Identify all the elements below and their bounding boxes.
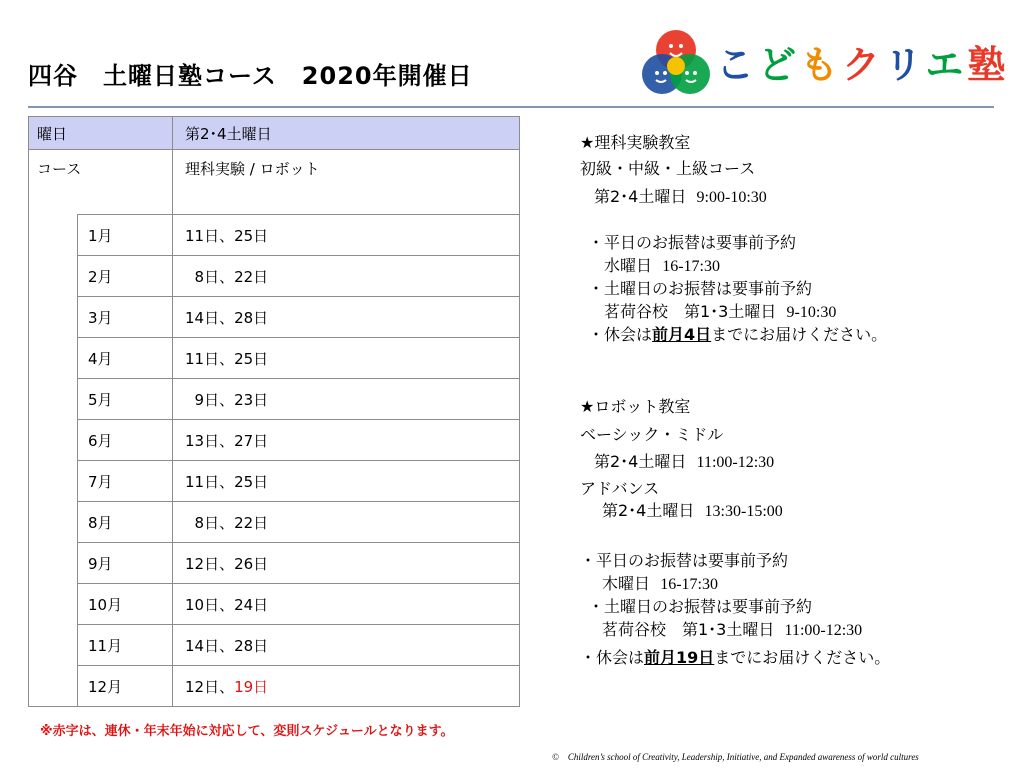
course-value: 理科実験 / ロボット bbox=[173, 150, 520, 215]
month-cell: 10月 bbox=[78, 584, 173, 625]
table-row bbox=[29, 502, 520, 543]
table-row bbox=[29, 297, 520, 338]
month-cell: 9月 bbox=[78, 543, 173, 584]
robot-adv-label: アドバンス bbox=[580, 479, 660, 498]
table-row bbox=[29, 625, 520, 666]
science-schedule bbox=[594, 184, 767, 207]
science-sat-time: 9-10:30 bbox=[786, 304, 837, 321]
science-weekday-day: 水曜日 bbox=[604, 256, 653, 275]
robot-absence-pre: ・休会は bbox=[580, 648, 645, 667]
copyright: © Children’s school of Creativity, Leadership, Initiative, and Expanded awareness of world cultures bbox=[552, 752, 919, 762]
table-header-row bbox=[29, 117, 520, 150]
robot-weekday bbox=[602, 571, 718, 594]
days-cell: 12日、26日 bbox=[173, 543, 520, 584]
days-cell: 11日、25日 bbox=[173, 215, 520, 256]
days-cell: 8日、22日 bbox=[173, 256, 520, 297]
robot-sat-time: 11:00-12:30 bbox=[784, 622, 863, 639]
robot-absence-post: までにお届けください。 bbox=[714, 648, 891, 667]
month-cell: 11月 bbox=[78, 625, 173, 666]
science-schedule-day: 第2･4土曜日 bbox=[594, 187, 687, 206]
header-value: 第2･4土曜日 bbox=[173, 117, 520, 150]
science-weekday-time: 16-17:30 bbox=[662, 258, 720, 275]
month-cell: 2月 bbox=[78, 256, 173, 297]
days-normal: 12日、 bbox=[185, 677, 235, 696]
header-label: 曜日 bbox=[29, 117, 173, 150]
robot-basic-time: 11:00-12:30 bbox=[696, 454, 775, 471]
science-absence bbox=[588, 322, 887, 345]
month-cell: 12月 bbox=[78, 666, 173, 707]
days-cell: 14日、28日 bbox=[173, 625, 520, 666]
days-cell: 8日、22日 bbox=[173, 502, 520, 543]
footnote: ※赤字は、連休・年末年始に対応して、変則スケジュールとなります。 bbox=[40, 724, 454, 739]
page-title: 四谷 土曜日塾コース 2020年開催日 bbox=[28, 62, 473, 90]
logo-circles-icon bbox=[636, 26, 716, 102]
robot-basic-day: 第2･4土曜日 bbox=[594, 452, 687, 471]
course-label: コース bbox=[29, 150, 173, 215]
table-row bbox=[29, 379, 520, 420]
table-row bbox=[29, 420, 520, 461]
table-row bbox=[29, 461, 520, 502]
days-cell: 10日、24日 bbox=[173, 584, 520, 625]
robot-adv bbox=[602, 498, 783, 521]
month-cell: 1月 bbox=[78, 215, 173, 256]
robot-adv-day: 第2･4土曜日 bbox=[602, 501, 695, 520]
month-cell: 5月 bbox=[78, 379, 173, 420]
table-row bbox=[29, 215, 520, 256]
days-cell: 14日、28日 bbox=[173, 297, 520, 338]
science-heading: ★理科実験教室 bbox=[580, 133, 691, 152]
days-cell: 11日、25日 bbox=[173, 338, 520, 379]
science-weekday bbox=[604, 253, 720, 276]
days-cell: 9日、23日 bbox=[173, 379, 520, 420]
logo-text: こどもクリエ塾 bbox=[716, 43, 1010, 87]
schedule-table bbox=[28, 116, 520, 707]
robot-basic bbox=[594, 449, 774, 472]
month-cell: 3月 bbox=[78, 297, 173, 338]
month-cell: 6月 bbox=[78, 420, 173, 461]
table-row bbox=[29, 666, 520, 707]
table-row bbox=[29, 543, 520, 584]
month-cell: 4月 bbox=[78, 338, 173, 379]
robot-sat-makeup: ・土曜日のお振替は要事前予約 bbox=[588, 597, 813, 616]
science-absence-deadline: 前月4日 bbox=[652, 325, 712, 344]
robot-sat bbox=[602, 617, 862, 640]
robot-weekday-makeup: ・平日のお振替は要事前予約 bbox=[580, 551, 789, 570]
days-cell: 13日、27日 bbox=[173, 420, 520, 461]
course-row bbox=[29, 150, 520, 215]
science-absence-post: までにお届けください。 bbox=[711, 325, 888, 344]
science-weekday-makeup: ・平日のお振替は要事前予約 bbox=[588, 233, 797, 252]
robot-weekday-day: 木曜日 bbox=[602, 574, 651, 593]
days-irregular: 19日 bbox=[234, 677, 269, 696]
robot-weekday-time: 16-17:30 bbox=[660, 576, 718, 593]
month-cell: 8月 bbox=[78, 502, 173, 543]
science-absence-pre: ・休会は bbox=[588, 325, 653, 344]
table-row bbox=[29, 584, 520, 625]
robot-adv-time: 13:30-15:00 bbox=[704, 503, 783, 520]
robot-sat-school: 茗荷谷校 第1･3土曜日 bbox=[602, 620, 775, 639]
days-cell: 11日、25日 bbox=[173, 461, 520, 502]
science-sat-school: 茗荷谷校 第1･3土曜日 bbox=[604, 302, 777, 321]
month-cell: 7月 bbox=[78, 461, 173, 502]
table-row bbox=[29, 256, 520, 297]
title-divider bbox=[28, 106, 994, 108]
days-cell bbox=[173, 666, 520, 707]
robot-heading: ★ロボット教室 bbox=[580, 397, 691, 416]
science-levels: 初級・中級・上級コース bbox=[580, 159, 756, 178]
robot-basic-label: ベーシック・ミドル bbox=[580, 425, 724, 444]
science-sat bbox=[604, 299, 836, 322]
science-schedule-time: 9:00-10:30 bbox=[696, 189, 767, 206]
brand-logo bbox=[636, 26, 1010, 102]
science-sat-makeup: ・土曜日のお振替は要事前予約 bbox=[588, 279, 813, 298]
robot-absence bbox=[580, 645, 890, 668]
table-row bbox=[29, 338, 520, 379]
robot-absence-deadline: 前月19日 bbox=[644, 648, 715, 667]
